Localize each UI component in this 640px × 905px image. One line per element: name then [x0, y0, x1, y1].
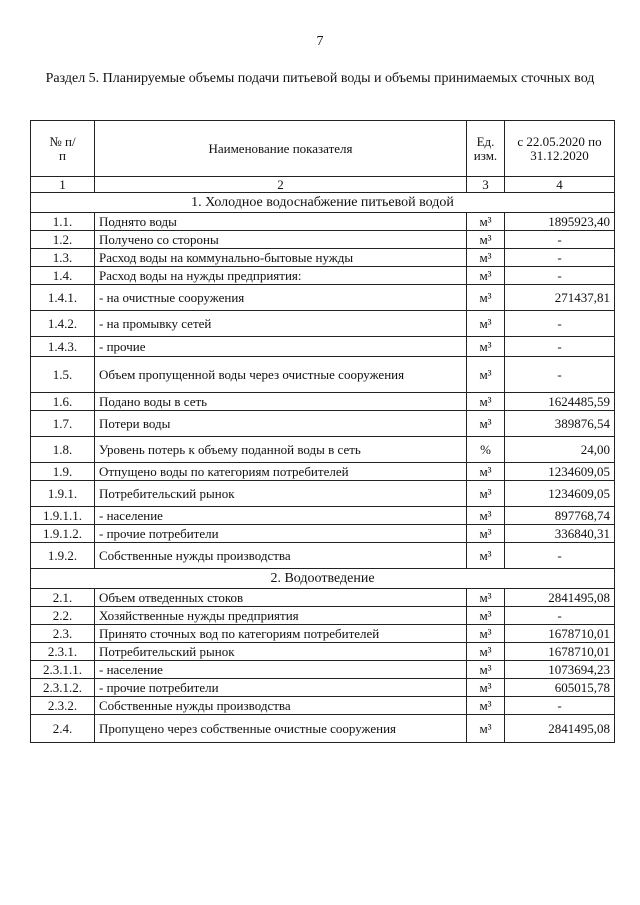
table-row	[31, 697, 615, 715]
section-title-cell: 2. Водоотведение	[31, 569, 615, 589]
table-row	[31, 337, 615, 357]
table-row	[31, 715, 615, 743]
row-number: 1.4.	[31, 267, 95, 285]
unit-cell: м³	[467, 481, 505, 507]
header-period: с 22.05.2020 по 31.12.2020	[505, 121, 615, 177]
value-cell: -	[505, 543, 615, 569]
row-number: 2.4.	[31, 715, 95, 743]
report-table-body	[31, 121, 615, 743]
unit-cell: м³	[467, 525, 505, 543]
row-number: 1.4.3.	[31, 337, 95, 357]
row-number: 1.5.	[31, 357, 95, 393]
indicator-name: Хозяйственные нужды предприятия	[95, 607, 467, 625]
unit-cell: м³	[467, 213, 505, 231]
value-cell: 271437,81	[505, 285, 615, 311]
indicator-name: Поднято воды	[95, 213, 467, 231]
row-number: 1.9.1.1.	[31, 507, 95, 525]
indicator-name: - население	[95, 661, 467, 679]
report-table	[30, 120, 615, 743]
unit-cell: м³	[467, 285, 505, 311]
indicator-name: Уровень потерь к объему поданной воды в сеть	[95, 437, 467, 463]
value-cell: -	[505, 607, 615, 625]
unit-cell: м³	[467, 507, 505, 525]
indicator-name: Расход воды на нужды предприятия:	[95, 267, 467, 285]
header-name: Наименование показателя	[95, 121, 467, 177]
table-row	[31, 543, 615, 569]
table-row	[31, 507, 615, 525]
value-cell: -	[505, 697, 615, 715]
unit-cell: м³	[467, 411, 505, 437]
table-row	[31, 357, 615, 393]
header-row	[31, 121, 615, 177]
value-cell: -	[505, 311, 615, 337]
unit-cell: м³	[467, 357, 505, 393]
table-row	[31, 525, 615, 543]
indicator-name: Потери воды	[95, 411, 467, 437]
table-row	[31, 463, 615, 481]
indicator-name: - на очистные сооружения	[95, 285, 467, 311]
indicator-name: - население	[95, 507, 467, 525]
unit-cell: м³	[467, 589, 505, 607]
unit-cell: м³	[467, 679, 505, 697]
row-number: 1.2.	[31, 231, 95, 249]
table-row	[31, 643, 615, 661]
row-number: 1.8.	[31, 437, 95, 463]
row-number: 1.3.	[31, 249, 95, 267]
indicator-name: - прочие потребители	[95, 525, 467, 543]
table-row	[31, 411, 615, 437]
row-number: 1.1.	[31, 213, 95, 231]
value-cell: 2841495,08	[505, 715, 615, 743]
row-number: 2.3.	[31, 625, 95, 643]
unit-cell: м³	[467, 643, 505, 661]
value-cell: -	[505, 231, 615, 249]
row-number: 1.9.	[31, 463, 95, 481]
unit-cell: %	[467, 437, 505, 463]
indicator-name: Принято сточных вод по категориям потребителей	[95, 625, 467, 643]
unit-cell: м³	[467, 697, 505, 715]
table-row	[31, 249, 615, 267]
value-cell: 1895923,40	[505, 213, 615, 231]
indicator-name: Собственные нужды производства	[95, 697, 467, 715]
value-cell: -	[505, 357, 615, 393]
section-title-cell: 1. Холодное водоснабжение питьевой водой	[31, 193, 615, 213]
row-number: 1.6.	[31, 393, 95, 411]
value-cell: -	[505, 267, 615, 285]
indicator-name: Подано воды в сеть	[95, 393, 467, 411]
value-cell: 2841495,08	[505, 589, 615, 607]
section-title: Раздел 5. Планируемые объемы подачи питьевой воды и объемы принимаемых сточных вод	[45, 71, 595, 86]
table-row	[31, 589, 615, 607]
column-number: 3	[467, 177, 505, 193]
value-cell: 389876,54	[505, 411, 615, 437]
unit-cell: м³	[467, 715, 505, 743]
unit-cell: м³	[467, 463, 505, 481]
row-number: 1.4.2.	[31, 311, 95, 337]
unit-cell: м³	[467, 543, 505, 569]
indicator-name: Пропущено через собственные очистные сооружения	[95, 715, 467, 743]
unit-cell: м³	[467, 311, 505, 337]
row-number: 1.7.	[31, 411, 95, 437]
header-num: № п/п	[31, 121, 95, 177]
table-row	[31, 393, 615, 411]
column-number: 2	[95, 177, 467, 193]
row-number: 2.2.	[31, 607, 95, 625]
table-row	[31, 625, 615, 643]
row-number: 1.9.1.2.	[31, 525, 95, 543]
value-cell: 605015,78	[505, 679, 615, 697]
value-cell: 1073694,23	[505, 661, 615, 679]
value-cell: 897768,74	[505, 507, 615, 525]
indicator-name: - прочие	[95, 337, 467, 357]
row-number: 2.3.1.	[31, 643, 95, 661]
row-number: 1.9.2.	[31, 543, 95, 569]
column-number: 1	[31, 177, 95, 193]
indicator-name: Потребительский рынок	[95, 643, 467, 661]
unit-cell: м³	[467, 607, 505, 625]
row-number: 2.1.	[31, 589, 95, 607]
table-row	[31, 213, 615, 231]
header-unit: Ед. изм.	[467, 121, 505, 177]
unit-cell: м³	[467, 337, 505, 357]
indicator-name: Объем пропущенной воды через очистные сооружения	[95, 357, 467, 393]
indicator-name: - на промывку сетей	[95, 311, 467, 337]
value-cell: 1678710,01	[505, 643, 615, 661]
table-row	[31, 607, 615, 625]
row-number: 2.3.2.	[31, 697, 95, 715]
value-cell: 336840,31	[505, 525, 615, 543]
unit-cell: м³	[467, 249, 505, 267]
indicator-name: Потребительский рынок	[95, 481, 467, 507]
value-cell: 1678710,01	[505, 625, 615, 643]
page-number: 7	[316, 34, 324, 49]
value-cell: -	[505, 249, 615, 267]
value-cell: 1624485,59	[505, 393, 615, 411]
table-row	[31, 267, 615, 285]
unit-cell: м³	[467, 267, 505, 285]
value-cell: -	[505, 337, 615, 357]
column-number: 4	[505, 177, 615, 193]
row-number: 2.3.1.1.	[31, 661, 95, 679]
indicator-name: Получено со стороны	[95, 231, 467, 249]
table-row	[31, 437, 615, 463]
unit-cell: м³	[467, 625, 505, 643]
table-row	[31, 679, 615, 697]
section-header-row	[31, 193, 615, 213]
indicator-name: Собственные нужды производства	[95, 543, 467, 569]
row-number: 1.9.1.	[31, 481, 95, 507]
value-cell: 1234609,05	[505, 463, 615, 481]
table-row	[31, 481, 615, 507]
column-number-row	[31, 177, 615, 193]
table-row	[31, 285, 615, 311]
indicator-name: - прочие потребители	[95, 679, 467, 697]
unit-cell: м³	[467, 661, 505, 679]
section-header-row	[31, 569, 615, 589]
row-number: 1.4.1.	[31, 285, 95, 311]
unit-cell: м³	[467, 393, 505, 411]
row-number: 2.3.1.2.	[31, 679, 95, 697]
table-row	[31, 661, 615, 679]
indicator-name: Объем отведенных стоков	[95, 589, 467, 607]
indicator-name: Отпущено воды по категориям потребителей	[95, 463, 467, 481]
indicator-name: Расход воды на коммунально-бытовые нужды	[95, 249, 467, 267]
value-cell: 24,00	[505, 437, 615, 463]
value-cell: 1234609,05	[505, 481, 615, 507]
table-row	[31, 231, 615, 249]
table-row	[31, 311, 615, 337]
unit-cell: м³	[467, 231, 505, 249]
